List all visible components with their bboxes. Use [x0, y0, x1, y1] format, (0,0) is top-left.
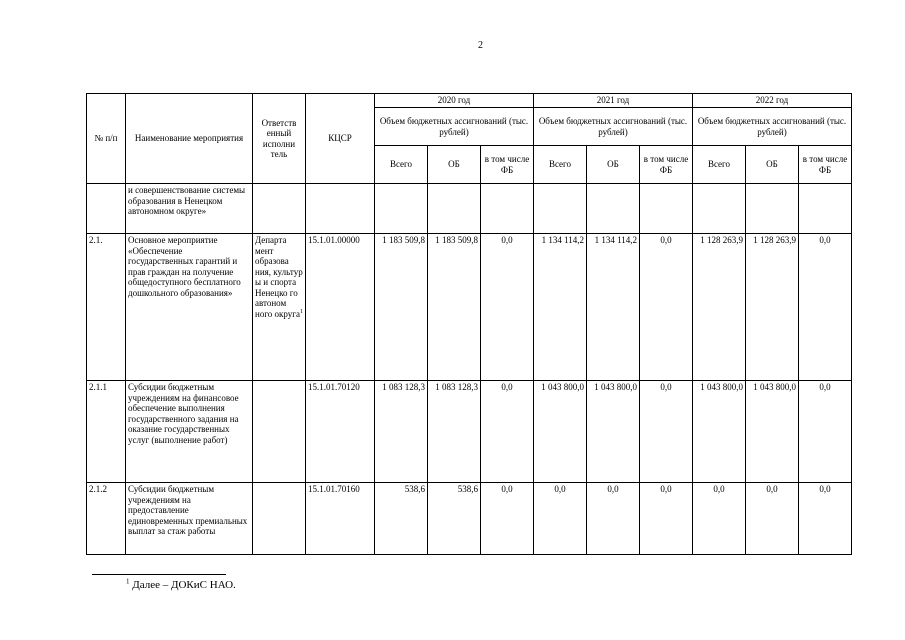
row-value: 0,0	[799, 234, 852, 381]
budget-table	[86, 93, 852, 555]
row-name: Основное мероприятие «Обеспечение государственных гарантий и прав граждан на получение общедоступного бесплатного дошкольного образования»	[126, 234, 253, 381]
header-volume-2020: Объем бюджетных ассигнований (тыс. рублей)	[375, 108, 534, 146]
footnote-divider	[92, 574, 226, 575]
row-value: 1 043 800,0	[587, 381, 640, 483]
header-volume-2021: Объем бюджетных ассигнований (тыс. рублей)	[534, 108, 693, 146]
row-value	[428, 184, 481, 234]
table-row	[87, 483, 852, 555]
row-responsible-text: Департа мент образова ния, культур ы и спорта Ненецко го автоном ного округа	[255, 235, 303, 319]
row-value: 0,0	[799, 381, 852, 483]
header-responsible: Ответств енный исполни тель	[253, 94, 306, 184]
table-row	[87, 184, 852, 234]
row-num: 2.1.1	[87, 381, 126, 483]
row-value: 1 183 509,8	[375, 234, 428, 381]
header-fb-2022: в том числе ФБ	[799, 146, 852, 184]
row-value: 1 128 263,9	[746, 234, 799, 381]
row-kcsr: 15.1.01.70160	[306, 483, 375, 555]
row-value	[693, 184, 746, 234]
row-value: 0,0	[799, 483, 852, 555]
row-value: 1 134 114,2	[534, 234, 587, 381]
row-value: 1 083 128,3	[375, 381, 428, 483]
header-year-2021: 2021 год	[534, 94, 693, 108]
row-kcsr: 15.1.01.00000	[306, 234, 375, 381]
row-name: Субсидии бюджетным учреждениям на финансовое обеспечение выполнения государственного задания на оказание государственных услуг (выполнение работ)	[126, 381, 253, 483]
row-responsible	[253, 483, 306, 555]
row-value: 0,0	[640, 381, 693, 483]
header-name: Наименование мероприятия	[126, 94, 253, 184]
row-value: 1 043 800,0	[746, 381, 799, 483]
row-value: 0,0	[481, 483, 534, 555]
header-year-2020: 2020 год	[375, 94, 534, 108]
row-value: 538,6	[375, 483, 428, 555]
table-row	[87, 234, 852, 381]
row-num	[87, 184, 126, 234]
row-value: 0,0	[534, 483, 587, 555]
footnote-mark: 1	[126, 577, 130, 586]
header-total-2022: Всего	[693, 146, 746, 184]
header-ob-2022: ОБ	[746, 146, 799, 184]
footnote	[126, 579, 236, 591]
row-value	[746, 184, 799, 234]
row-value: 0,0	[481, 234, 534, 381]
header-total-2021: Всего	[534, 146, 587, 184]
row-value: 1 183 509,8	[428, 234, 481, 381]
row-kcsr: 15.1.01.70120	[306, 381, 375, 483]
row-responsible	[253, 381, 306, 483]
row-value	[534, 184, 587, 234]
header-ob-2020: ОБ	[428, 146, 481, 184]
header-total-2020: Всего	[375, 146, 428, 184]
row-value: 1 043 800,0	[693, 381, 746, 483]
row-value: 1 083 128,3	[428, 381, 481, 483]
row-name: Субсидии бюджетным учреждениям на предоставление единовременных премиальных выплат за стаж работы	[126, 483, 253, 555]
row-value	[481, 184, 534, 234]
row-value: 1 043 800,0	[534, 381, 587, 483]
row-value	[375, 184, 428, 234]
header-fb-2020: в том числе ФБ	[481, 146, 534, 184]
row-value: 1 128 263,9	[693, 234, 746, 381]
row-value: 0,0	[640, 234, 693, 381]
header-volume-2022: Объем бюджетных ассигнований (тыс. рублей)	[693, 108, 852, 146]
footnote-text: Далее – ДОКиС НАО.	[129, 579, 236, 591]
row-value: 0,0	[746, 483, 799, 555]
row-value: 0,0	[640, 483, 693, 555]
row-value	[799, 184, 852, 234]
row-value	[640, 184, 693, 234]
row-num: 2.1.	[87, 234, 126, 381]
page-number: 2	[478, 40, 483, 51]
header-ob-2021: ОБ	[587, 146, 640, 184]
footnote-ref: 1	[299, 308, 303, 315]
row-value: 0,0	[587, 483, 640, 555]
row-value	[587, 184, 640, 234]
row-value: 538,6	[428, 483, 481, 555]
header-num: № п/п	[87, 94, 126, 184]
row-kcsr	[306, 184, 375, 234]
row-name: и совершенствование системы образования в Ненецком автономном округе»	[126, 184, 253, 234]
row-responsible	[253, 184, 306, 234]
header-fb-2021: в том числе ФБ	[640, 146, 693, 184]
header-year-2022: 2022 год	[693, 94, 852, 108]
row-value: 0,0	[693, 483, 746, 555]
header-kcsr: КЦСР	[306, 94, 375, 184]
row-responsible	[253, 234, 306, 381]
row-value: 1 134 114,2	[587, 234, 640, 381]
row-num: 2.1.2	[87, 483, 126, 555]
row-value: 0,0	[481, 381, 534, 483]
table-row	[87, 381, 852, 483]
